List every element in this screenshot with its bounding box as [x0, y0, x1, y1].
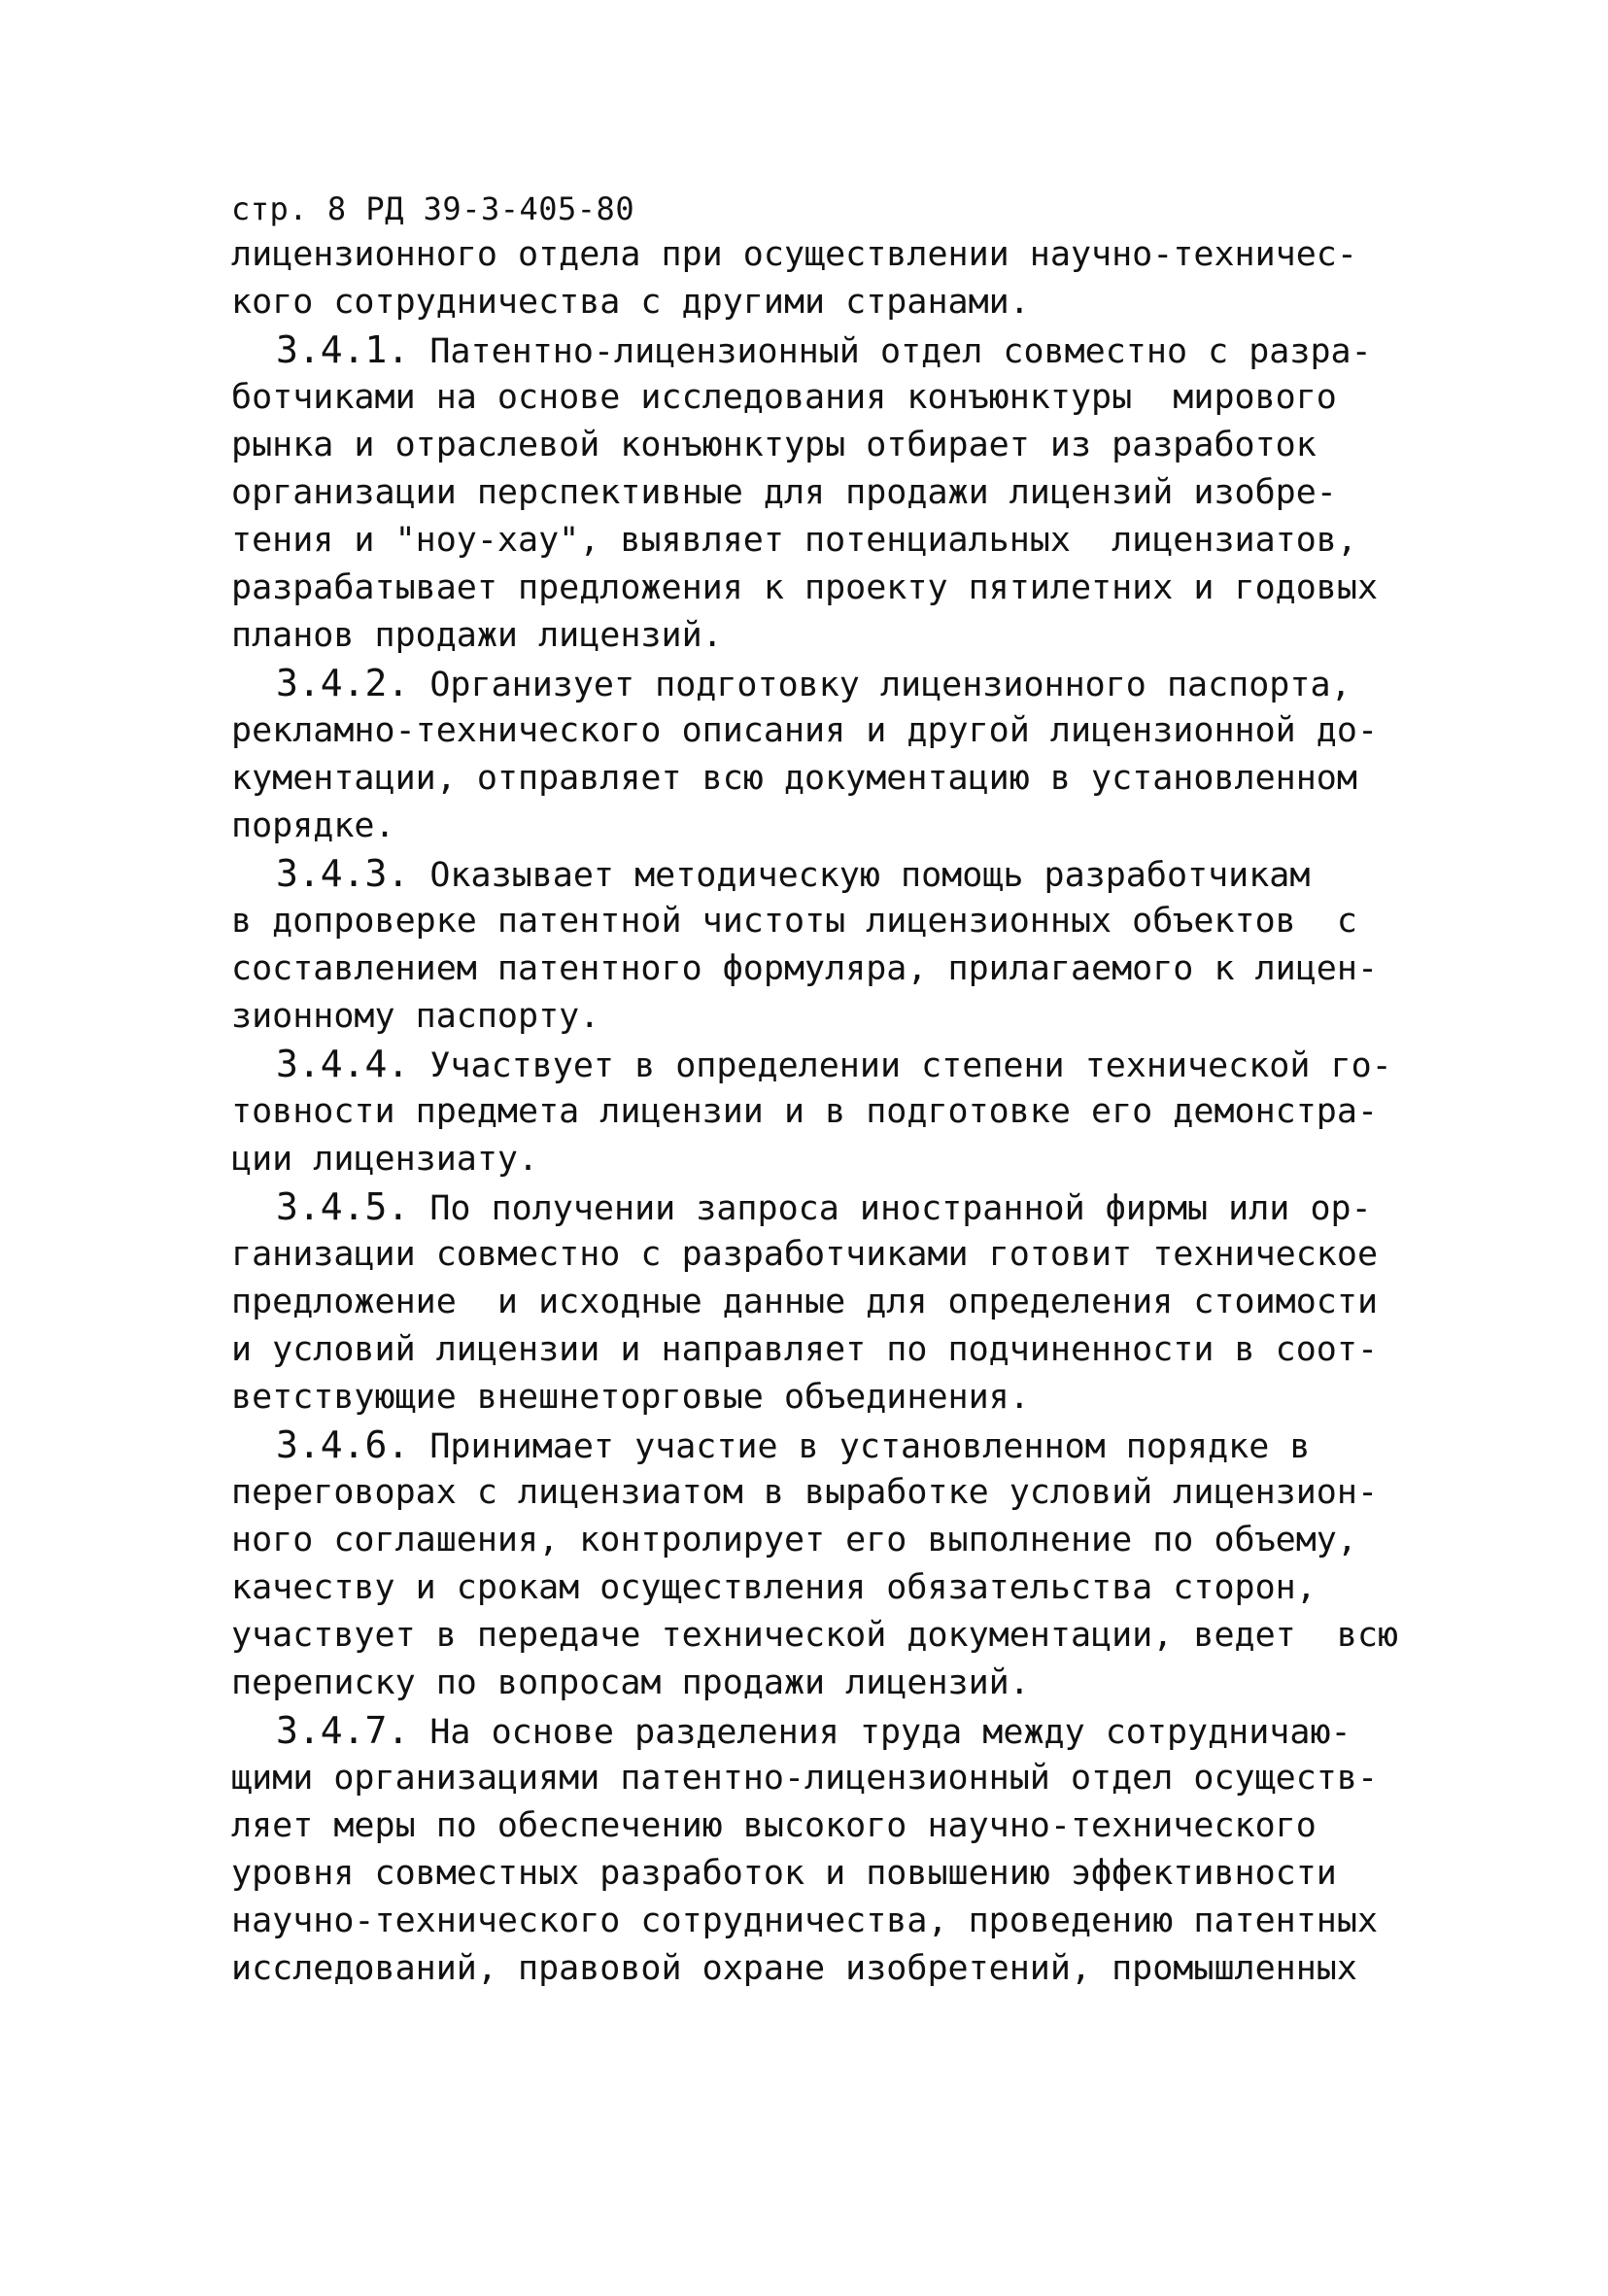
section-number: 3.4.5.: [276, 1185, 410, 1228]
intro-line: кого сотрудничества с другими странами.: [231, 283, 1030, 322]
paragraph-line: кументации, отправляет всю документацию в установленном: [231, 759, 1357, 798]
paragraph-line: ботчиками на основе исследования конъюнктуры мирового: [231, 378, 1337, 417]
paragraph-line: тения и "ноу-хау", выявляет потенциальных лицензиатов,: [231, 521, 1357, 560]
document-body: [231, 231, 1494, 1993]
paragraph-line: предложение и исходные данные для определения стоимости: [231, 1283, 1379, 1321]
paragraph-line: рекламно-технического описания и другой лицензионной до-: [231, 711, 1379, 750]
paragraph-text: Принимает участие в установленном порядке в: [429, 1427, 1311, 1466]
paragraph-line: планов продажи лицензий.: [231, 616, 723, 655]
section-number: 3.4.6.: [276, 1423, 410, 1466]
paragraph-line: переговорах с лицензиатом в выработке условий лицензион-: [231, 1473, 1379, 1512]
paragraph-line: составлением патентного формуляра, прилагаемого к лицен-: [231, 949, 1379, 988]
paragraph-text: По получении запроса иностранной фирмы или ор-: [429, 1189, 1372, 1228]
paragraph-line: ции лицензиату.: [231, 1140, 539, 1179]
paragraph-line: щими организациями патентно-лицензионный отдел осуществ-: [231, 1759, 1379, 1798]
paragraph-line: качеству и срокам осуществления обязательства сторон,: [231, 1568, 1317, 1607]
paragraph-text: Патентно-лицензионный отдел совместно с разра-: [429, 332, 1372, 371]
paragraph-first-line: [231, 660, 1494, 707]
paragraph-text: На основе разделения труда между сотрудничаю-: [429, 1713, 1351, 1752]
paragraph-line: научно-технического сотрудничества, проведению патентных: [231, 1902, 1379, 1940]
section-number: 3.4.7.: [276, 1709, 410, 1752]
paragraph-line: товности предмета лицензии и в подготовке его демонстра-: [231, 1092, 1379, 1131]
paragraph-line: и условий лицензии и направляет по подчиненности в соот-: [231, 1330, 1379, 1369]
section-number: 3.4.2.: [276, 662, 410, 704]
paragraph-line: разрабатывает предложения к проекту пятилетних и годовых: [231, 568, 1379, 607]
paragraph-first-line: [231, 850, 1494, 898]
paragraph-line: зионному паспорту.: [231, 997, 600, 1036]
paragraph-line: участвует в передаче технической документации, ведет всю: [231, 1616, 1399, 1655]
paragraph-first-line: [231, 326, 1494, 374]
paragraph-first-line: [231, 1422, 1494, 1469]
paragraph-line: ветствующие внешнеторговые объединения.: [231, 1378, 1030, 1417]
paragraph-text: Организует подготовку лицензионного паспорта,: [429, 666, 1351, 704]
paragraph-line: ного соглашения, контролирует его выполнение по объему,: [231, 1521, 1357, 1559]
paragraph-line: организации перспективные для продажи лицензий изобре-: [231, 473, 1337, 512]
paragraph-first-line: [231, 1183, 1494, 1231]
paragraph-text: Участвует в определении степени технической го-: [429, 1046, 1392, 1085]
section-number: 3.4.3.: [276, 852, 410, 895]
paragraph-line: уровня совместных разработок и повышению эффективности: [231, 1854, 1337, 1893]
section-number: 3.4.4.: [276, 1043, 410, 1085]
intro-line: лицензионного отдела при осуществлении научно-техничес-: [231, 235, 1357, 274]
page-header: стр. 8 РД 39-3-405-80: [231, 190, 635, 227]
paragraph-line: рынка и отраслевой конъюнктуры отбирает из разработок: [231, 426, 1317, 464]
paragraph-line: исследований, правовой охране изобретений, промышленных: [231, 1949, 1357, 1988]
paragraph-text: Оказывает методическую помощь разработчикам: [429, 856, 1311, 895]
paragraph-line: ляет меры по обеспечению высокого научно-технического: [231, 1806, 1317, 1845]
paragraph-line: порядке.: [231, 806, 395, 845]
section-number: 3.4.1.: [276, 328, 410, 371]
paragraph-line: переписку по вопросам продажи лицензий.: [231, 1663, 1030, 1702]
paragraph-first-line: [231, 1707, 1494, 1755]
paragraph-line: в допроверке патентной чистоты лицензионных объектов с: [231, 902, 1357, 941]
paragraph-first-line: [231, 1041, 1494, 1088]
paragraph-line: ганизации совместно с разработчиками готовит техническое: [231, 1235, 1379, 1274]
